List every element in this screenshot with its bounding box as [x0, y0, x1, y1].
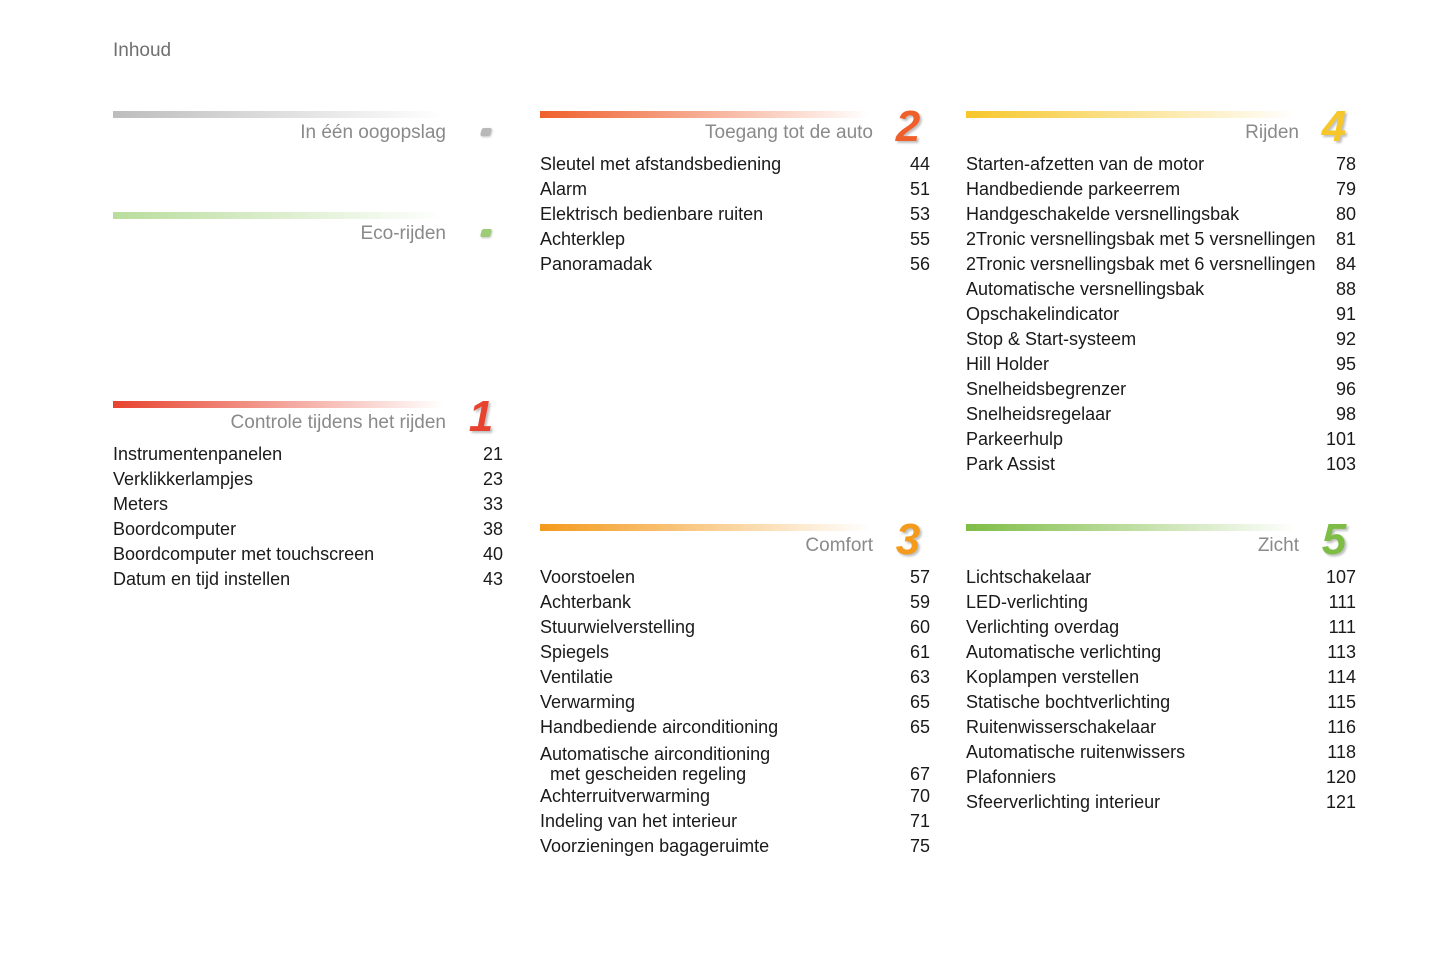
toc-entry-page: 71 — [909, 811, 930, 831]
toc-entry[interactable] — [966, 740, 1356, 765]
toc-entry-label: Stop & Start-systeem — [966, 329, 1137, 349]
section-color-bar — [966, 111, 1296, 118]
toc-entry[interactable] — [966, 590, 1356, 615]
toc-entry[interactable] — [966, 252, 1356, 277]
toc-entry-label: Automatische ruitenwissers — [966, 742, 1186, 762]
toc-entry-label: Achterklep — [540, 229, 626, 249]
toc-entry-label: 2Tronic versnellingsbak met 6 versnellingen — [966, 254, 1316, 274]
toc-entry-page: 92 — [1335, 329, 1356, 349]
toc-entry-label: Hill Holder — [966, 354, 1050, 374]
toc-entry-label: Voorzieningen bagageruimte — [540, 836, 770, 856]
section-title[interactable]: Zicht — [1257, 535, 1299, 556]
toc-entry-page: 67 — [909, 763, 930, 784]
toc-entry[interactable] — [113, 542, 503, 567]
toc-entry[interactable] — [966, 202, 1356, 227]
toc-entry[interactable] — [966, 302, 1356, 327]
toc-entry-label: Starten-afzetten van de motor — [966, 154, 1205, 174]
toc-entry-list — [113, 442, 503, 592]
toc-entry-page: 84 — [1335, 254, 1356, 274]
toc-entry-label: Park Assist — [966, 454, 1056, 474]
toc-entry[interactable] — [540, 690, 930, 715]
toc-entry-label: Handbediende parkeerrem — [966, 179, 1181, 199]
toc-entry[interactable] — [113, 442, 503, 467]
toc-entry[interactable] — [966, 452, 1356, 477]
section-controle — [113, 392, 503, 598]
toc-entry[interactable] — [966, 640, 1356, 665]
toc-entry-label: Instrumentenpanelen — [113, 444, 283, 464]
toc-entry-label: Handbediende airconditioning — [540, 717, 779, 737]
toc-entry[interactable] — [540, 740, 930, 784]
section-title[interactable]: Rijden — [1245, 122, 1299, 143]
toc-entry[interactable] — [966, 715, 1356, 740]
section-color-bar — [540, 524, 870, 531]
toc-entry-label: Panoramadak — [540, 254, 653, 274]
toc-entry-page: 21 — [482, 444, 503, 464]
section-overview — [113, 111, 503, 158]
section-rijden — [966, 102, 1356, 483]
toc-entry-page: 23 — [482, 469, 503, 489]
toc-entry[interactable] — [540, 834, 930, 859]
toc-entry[interactable] — [540, 252, 930, 277]
section-number: 4 — [1321, 102, 1347, 151]
section-toegang — [540, 102, 930, 283]
toc-entry[interactable] — [966, 765, 1356, 790]
toc-entry-page: 57 — [909, 567, 930, 587]
toc-entry-label: Verklikkerlampjes — [113, 469, 254, 489]
toc-entry-list — [540, 152, 930, 277]
toc-entry[interactable] — [966, 277, 1356, 302]
toc-entry-label: Stuurwielverstelling — [540, 617, 696, 637]
toc-entry-label: Datum en tijd instellen — [113, 569, 291, 589]
toc-entry-page: 78 — [1335, 154, 1356, 174]
toc-entry-page: 98 — [1335, 404, 1356, 424]
section-marker-icon — [480, 229, 492, 237]
toc-entry[interactable] — [966, 665, 1356, 690]
toc-entry-page: 59 — [909, 592, 930, 612]
toc-entry-label: Achterbank — [540, 592, 632, 612]
section-title[interactable]: In één oogopslag — [300, 122, 446, 143]
toc-entry-label: Automatische verlichting — [966, 642, 1162, 662]
toc-entry-page: 81 — [1335, 229, 1356, 249]
toc-entry[interactable] — [966, 227, 1356, 252]
section-color-bar — [113, 111, 443, 118]
toc-entry-label: Indeling van het interieur — [540, 811, 738, 831]
toc-entry-page: 96 — [1335, 379, 1356, 399]
toc-entry[interactable] — [966, 352, 1356, 377]
toc-entry-label: Elektrisch bedienbare ruiten — [540, 204, 764, 224]
toc-entry-label: Sfeerverlichting interieur — [966, 792, 1161, 812]
section-title[interactable]: Controle tijdens het rijden — [230, 412, 446, 433]
section-eco — [113, 212, 503, 259]
toc-entry-page: 44 — [909, 154, 930, 174]
toc-entry[interactable] — [540, 152, 930, 177]
toc-entry-label: Opschakelindicator — [966, 304, 1120, 324]
toc-entry-label: LED-verlichting — [966, 592, 1089, 612]
toc-entry-page: 40 — [482, 544, 503, 564]
toc-entry[interactable] — [540, 665, 930, 690]
toc-entry-label: Verlichting overdag — [966, 617, 1120, 637]
toc-entry-page: 118 — [1327, 742, 1356, 762]
toc-entry-page: 113 — [1327, 642, 1356, 662]
toc-entry-label: Ruitenwisserschakelaar — [966, 717, 1157, 737]
toc-entry[interactable] — [966, 615, 1356, 640]
toc-entry[interactable] — [540, 227, 930, 252]
toc-entry[interactable] — [540, 715, 930, 740]
toc-entry-page: 120 — [1325, 767, 1356, 787]
toc-entry-page: 63 — [909, 667, 930, 687]
section-title[interactable]: Eco-rijden — [360, 223, 446, 244]
toc-entry-page: 107 — [1325, 567, 1356, 587]
toc-entry-page: 111 — [1328, 617, 1356, 637]
toc-entry-label: Meters — [113, 494, 169, 514]
toc-entry[interactable] — [966, 377, 1356, 402]
section-color-bar — [113, 212, 443, 219]
section-number: 3 — [895, 515, 921, 564]
toc-entry[interactable] — [540, 809, 930, 834]
toc-entry[interactable] — [540, 640, 930, 665]
section-number: 5 — [1321, 515, 1347, 564]
section-color-bar — [966, 524, 1296, 531]
toc-entry[interactable] — [113, 567, 503, 592]
section-header — [113, 118, 503, 158]
toc-entry-label: Verwarming — [540, 692, 636, 712]
toc-entry-label: Boordcomputer met touchscreen — [113, 544, 375, 564]
toc-entry-page: 55 — [909, 229, 930, 249]
toc-entry-label: 2Tronic versnellingsbak met 5 versnellingen — [966, 229, 1316, 249]
toc-entry[interactable] — [540, 565, 930, 590]
toc-entry-page: 53 — [909, 204, 930, 224]
toc-entry-label: Lichtschakelaar — [966, 567, 1092, 587]
toc-entry-page: 38 — [482, 519, 503, 539]
section-title[interactable]: Comfort — [805, 535, 873, 556]
toc-entry-page: 115 — [1327, 692, 1356, 712]
toc-entry-page: 103 — [1325, 454, 1356, 474]
toc-entry[interactable] — [540, 784, 930, 809]
toc-entry-label: Handgeschakelde versnellingsbak — [966, 204, 1240, 224]
toc-entry-label: Automatische versnellingsbak — [966, 279, 1205, 299]
toc-entry-page: 80 — [1335, 204, 1356, 224]
toc-entry-label: Voorstoelen — [540, 567, 636, 587]
toc-entry-page: 79 — [1335, 179, 1356, 199]
toc-entry[interactable] — [966, 427, 1356, 452]
toc-entry-page: 61 — [909, 642, 930, 662]
toc-entry-page: 88 — [1335, 279, 1356, 299]
toc-entry-label: Automatische airconditioning met gescheiden regeling — [540, 744, 771, 784]
toc-entry[interactable] — [113, 517, 503, 542]
toc-entry[interactable] — [540, 202, 930, 227]
toc-entry-label: Snelheidsregelaar — [966, 404, 1112, 424]
toc-entry-page: 56 — [909, 254, 930, 274]
toc-entry-page: 70 — [909, 786, 930, 806]
toc-entry[interactable] — [540, 590, 930, 615]
toc-entry-label: Snelheidsbegrenzer — [966, 379, 1127, 399]
toc-entry-page: 43 — [482, 569, 503, 589]
toc-entry-page: 111 — [1328, 592, 1356, 612]
toc-entry[interactable] — [966, 327, 1356, 352]
toc-entry[interactable] — [966, 152, 1356, 177]
toc-entry-label: Boordcomputer — [113, 519, 237, 539]
toc-entry[interactable] — [113, 467, 503, 492]
toc-entry[interactable] — [966, 402, 1356, 427]
section-marker-icon — [480, 128, 492, 136]
section-title[interactable]: Toegang tot de auto — [705, 122, 873, 143]
section-zicht — [966, 515, 1356, 821]
toc-entry-label: Koplampen verstellen — [966, 667, 1140, 687]
toc-entry[interactable] — [540, 177, 930, 202]
toc-entry[interactable] — [966, 565, 1356, 590]
toc-entry-page: 101 — [1325, 429, 1356, 449]
toc-entry-list — [966, 152, 1356, 477]
toc-entry-page: 91 — [1335, 304, 1356, 324]
toc-entry-label: Ventilatie — [540, 667, 614, 687]
toc-entry-list — [966, 565, 1356, 815]
toc-entry-label: Spiegels — [540, 642, 610, 662]
toc-entry-page: 60 — [909, 617, 930, 637]
toc-entry-label: Statische bochtverlichting — [966, 692, 1171, 712]
toc-entry[interactable] — [966, 177, 1356, 202]
toc-entry[interactable] — [966, 690, 1356, 715]
toc-entry-label: Parkeerhulp — [966, 429, 1064, 449]
toc-entry-page: 33 — [482, 494, 503, 514]
section-comfort — [540, 515, 930, 865]
toc-entry-page: 121 — [1325, 792, 1356, 812]
toc-entry-label: Sleutel met afstandsbediening — [540, 154, 782, 174]
toc-entry-label: Plafonniers — [966, 767, 1057, 787]
toc-entry-page: 51 — [909, 179, 930, 199]
toc-entry-page: 114 — [1327, 667, 1356, 687]
toc-entry-page: 116 — [1327, 717, 1356, 737]
section-color-bar — [113, 401, 443, 408]
toc-entry-label: Alarm — [540, 179, 588, 199]
toc-entry[interactable] — [113, 492, 503, 517]
section-header — [113, 219, 503, 259]
section-number: 2 — [895, 102, 921, 151]
toc-entry-label: Achterruitverwarming — [540, 786, 711, 806]
toc-entry-list — [540, 565, 930, 859]
toc-entry[interactable] — [966, 790, 1356, 815]
section-number: 1 — [468, 392, 494, 441]
section-color-bar — [540, 111, 870, 118]
toc-entry-page: 65 — [909, 692, 930, 712]
page-title: Inhoud — [113, 40, 172, 61]
toc-entry[interactable] — [540, 615, 930, 640]
toc-entry-page: 95 — [1335, 354, 1356, 374]
toc-entry-page: 75 — [909, 836, 930, 856]
toc-entry-page: 65 — [909, 717, 930, 737]
